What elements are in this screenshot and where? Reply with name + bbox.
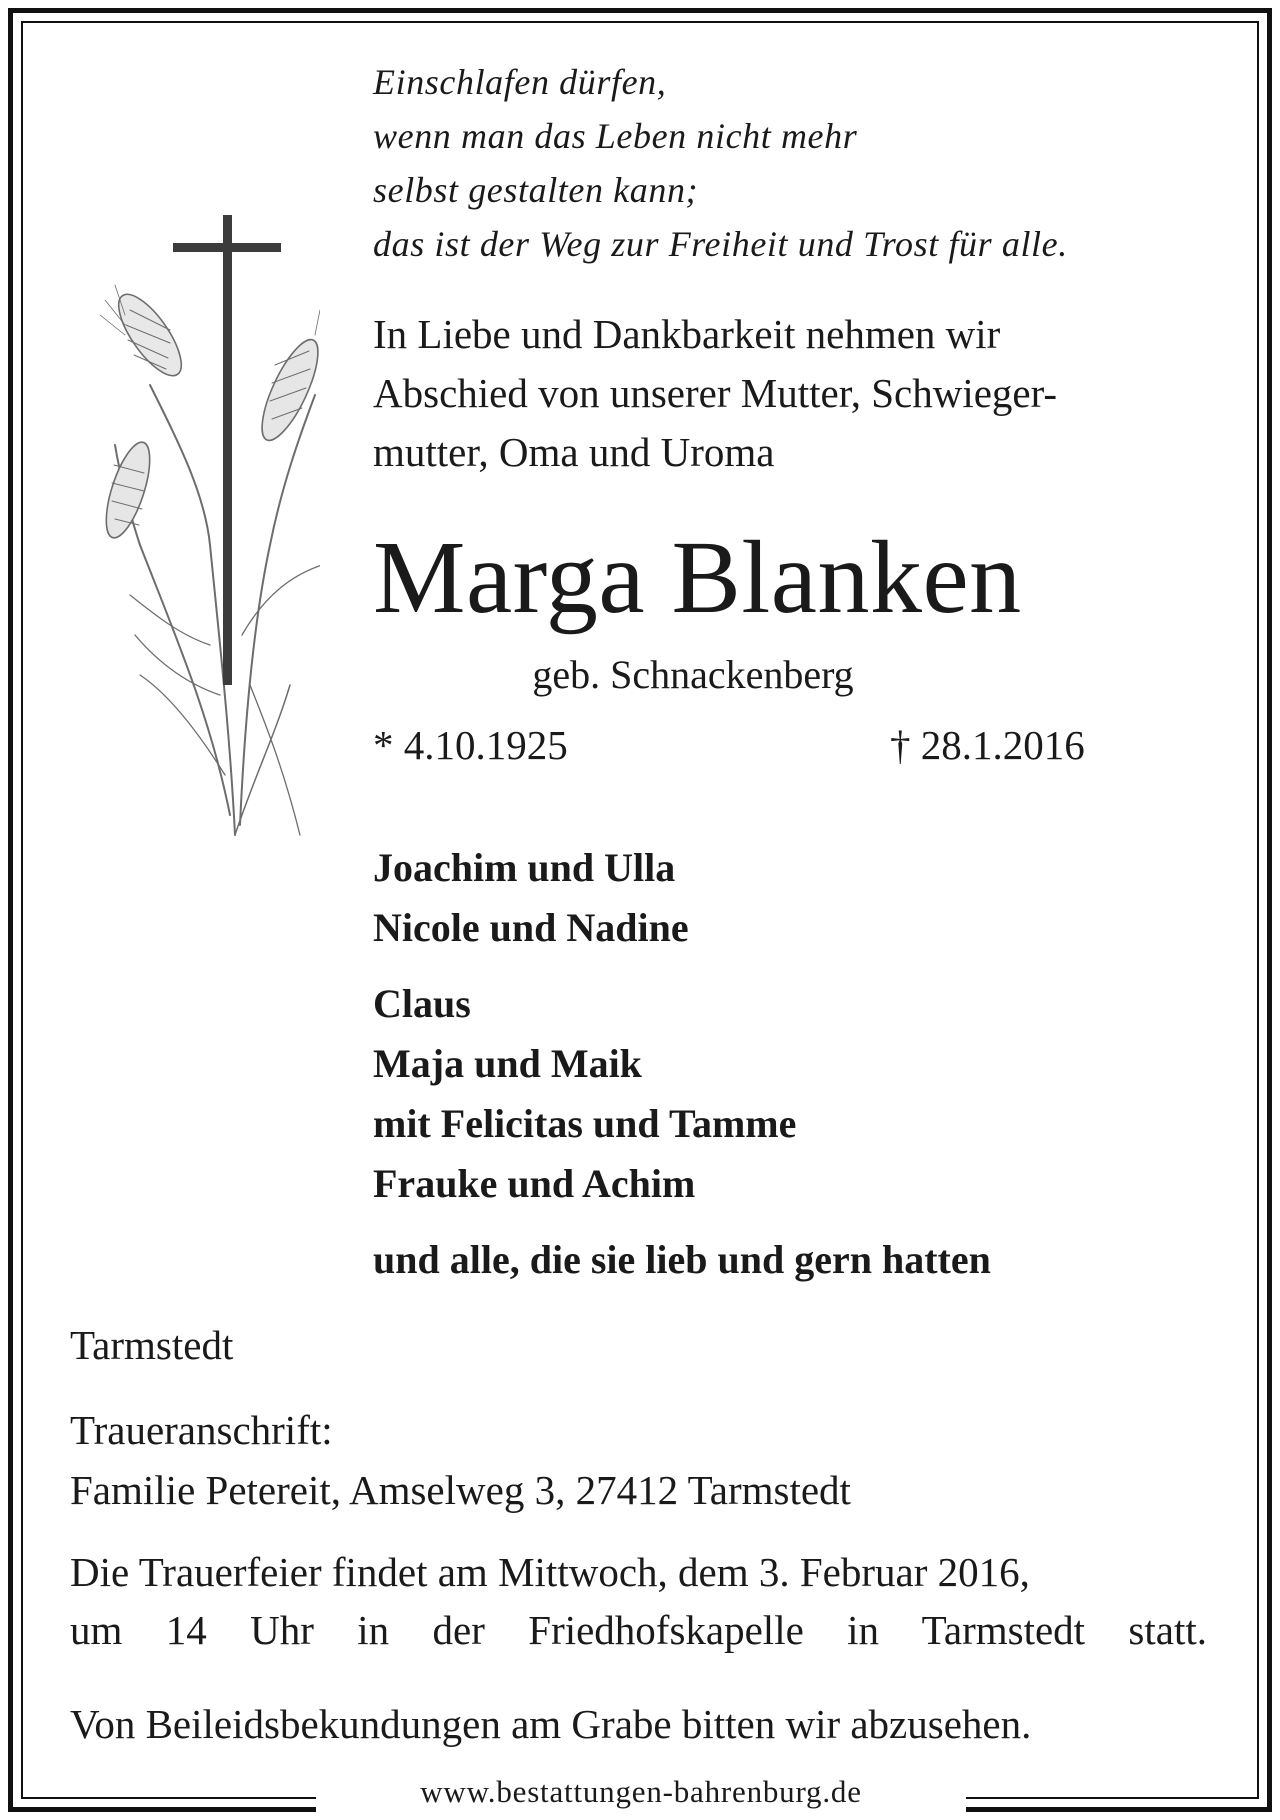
death-date: † 28.1.2016: [890, 722, 1085, 768]
service-line: um 14 Uhr in der Friedhofskapelle in Tarmstedt statt.: [70, 1607, 1207, 1653]
place-name: Tarmstedt: [70, 1322, 234, 1368]
motto-verse: [373, 55, 1233, 271]
funeral-service-info: [70, 1543, 1207, 1659]
address-value: Familie Petereit, Amselweg 3, 27412 Tarmstedt: [70, 1467, 851, 1513]
mourner-line: Nicole und Nadine: [373, 905, 689, 950]
birth-date: * 4.10.1925: [373, 722, 568, 768]
motto-line: selbst gestalten kann;: [373, 170, 699, 210]
service-line: Die Trauerfeier findet am Mittwoch, dem 3. Februar 2016,: [70, 1549, 1030, 1595]
deceased-name: Marga Blanken: [373, 520, 1022, 635]
mourner-group: [373, 838, 1233, 958]
mourner-line: Joachim und Ulla: [373, 845, 676, 890]
mourner-line: Claus: [373, 981, 471, 1026]
intro-line: mutter, Oma und Uroma: [373, 429, 775, 475]
farewell-intro: [373, 305, 1213, 482]
intro-line: In Liebe und Dankbarkeit nehmen wir: [373, 311, 1001, 357]
motto-line: das ist der Weg zur Freiheit und Trost für alle.: [373, 224, 1068, 264]
mourning-address: [70, 1400, 851, 1520]
maiden-name: geb. Schnackenberg: [532, 652, 854, 697]
motto-line: Einschlafen dürfen,: [373, 62, 667, 102]
wheat-ears-icon: [97, 285, 320, 835]
address-label: Traueranschrift:: [70, 1407, 333, 1453]
mourner-line: Frauke und Achim: [373, 1161, 696, 1206]
mourners-list: [373, 838, 1233, 1290]
cross-with-wheat-emblem: [60, 215, 320, 855]
cross-icon: [173, 215, 281, 685]
mourner-line: Maja und Maik: [373, 1041, 642, 1086]
mourners-closing: und alle, die sie lieb und gern hatten: [373, 1237, 991, 1282]
mourner-group: [373, 974, 1233, 1214]
condolence-note: Von Beileidsbekundungen am Grabe bitten wir abzusehen.: [70, 1701, 1032, 1747]
website-link[interactable]: www.bestattungen-bahrenburg.de: [316, 1763, 966, 1820]
mourner-line: mit Felicitas und Tamme: [373, 1101, 797, 1146]
motto-line: wenn man das Leben nicht mehr: [373, 116, 858, 156]
intro-line: Abschied von unserer Mutter, Schwieger-: [373, 370, 1058, 416]
